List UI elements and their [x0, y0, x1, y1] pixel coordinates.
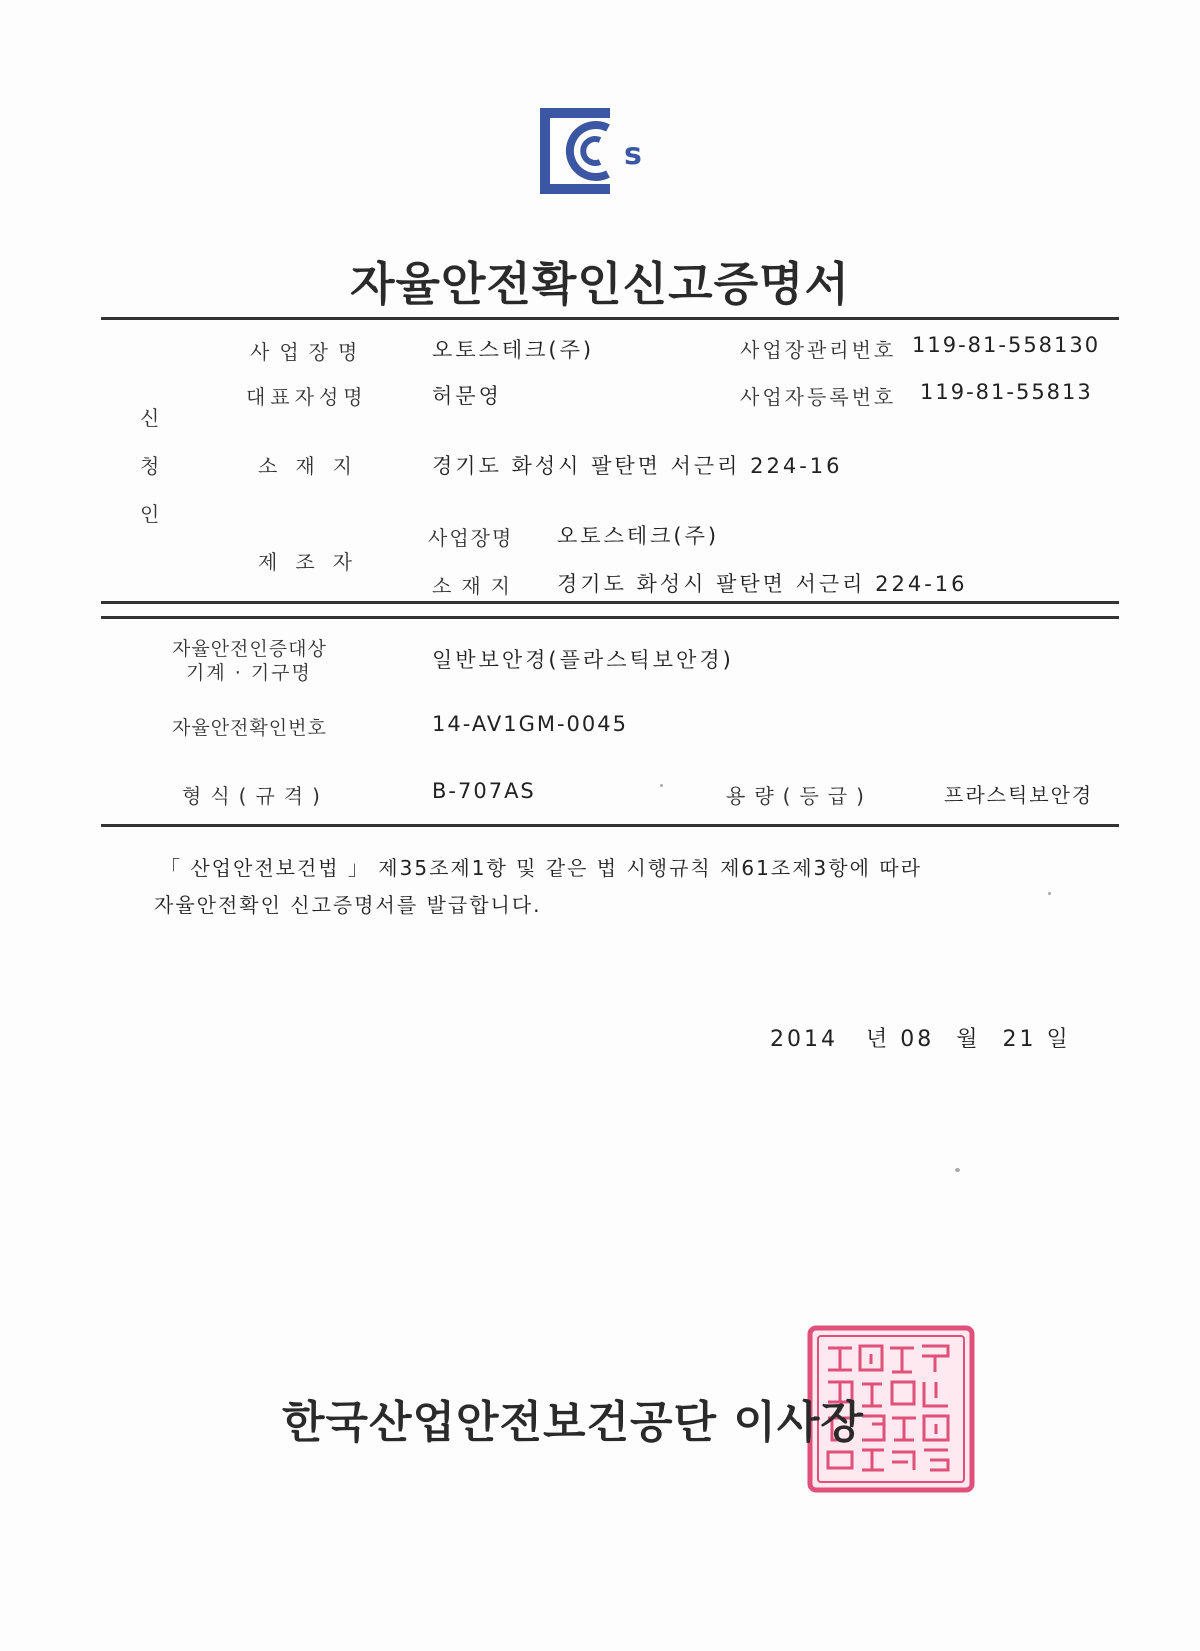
document-title: 자율안전확인신고증명서	[350, 257, 850, 311]
representative-value: 허문영	[432, 384, 502, 408]
target-label-line2: 기계 · 기구명	[186, 662, 312, 684]
workplace-mgmt-no-value: 119-81-558130	[912, 333, 1101, 357]
representative-label: 대표자성명	[246, 385, 368, 409]
target-value: 일반보안경(플라스틱보안경)	[432, 648, 734, 672]
business-name-label: 사업장명	[250, 340, 368, 364]
svg-text:s: s	[624, 137, 642, 172]
address-value: 경기도 화성시 팔탄면 서근리 224-16	[432, 454, 843, 478]
statement-line1: 「 산업안전보건법 」 제35조제1항 및 같은 법 시행규칙 제61조제3항에 따라	[160, 856, 922, 880]
kcs-logo-icon	[538, 106, 658, 202]
applicant-side-label-2: 청	[140, 454, 166, 478]
workplace-mgmt-no-label: 사업장관리번호	[740, 338, 897, 362]
business-reg-no-value: 119-81-55813	[920, 380, 1093, 404]
address-label: 소재지	[258, 454, 370, 478]
business-reg-no-label: 사업자등록번호	[740, 385, 897, 409]
model-label: 형식(규격)	[182, 784, 329, 808]
target-label-line1: 자율안전인증대상	[172, 638, 327, 660]
capacity-value: 프라스틱보안경	[944, 783, 1094, 807]
manufacturer-name-label: 사업장명	[428, 526, 514, 550]
manufacturer-address-label: 소재지	[432, 574, 520, 598]
confirm-no-value: 14-AV1GM-0045	[432, 712, 628, 736]
issue-date	[770, 1022, 1071, 1053]
scan-speck	[660, 784, 663, 787]
date-day-unit: 일	[1046, 1027, 1071, 1052]
top-rule	[101, 317, 1119, 320]
model-value: B-707AS	[432, 779, 536, 803]
manufacturer-label: 제조자	[258, 550, 370, 574]
issuer-name: 한국산업안전보건공단 이사장	[282, 1397, 864, 1448]
manufacturer-address-value: 경기도 화성시 팔탄면 서근리 224-16	[557, 572, 968, 596]
scan-speck	[1048, 892, 1051, 895]
statement-line2: 자율안전확인 신고증명서를 발급합니다.	[154, 893, 542, 917]
date-year: 2014	[770, 1027, 838, 1052]
date-month: 08	[900, 1027, 935, 1052]
middle-rule-upper	[101, 601, 1119, 604]
manufacturer-name-value: 오토스테크(주)	[557, 524, 720, 548]
middle-rule-lower	[101, 616, 1119, 619]
capacity-label: 용량(등급)	[726, 784, 873, 808]
bottom-rule	[101, 824, 1119, 827]
applicant-side-label-3: 인	[140, 502, 166, 526]
applicant-side-label-1: 신	[140, 406, 166, 430]
business-name-value: 오토스테크(주)	[432, 338, 595, 362]
date-day: 21	[1002, 1027, 1037, 1052]
confirm-no-label: 자율안전확인번호	[172, 717, 327, 739]
date-month-unit: 월	[956, 1027, 981, 1052]
date-year-unit: 년	[866, 1027, 891, 1052]
scan-speck	[955, 1168, 960, 1172]
